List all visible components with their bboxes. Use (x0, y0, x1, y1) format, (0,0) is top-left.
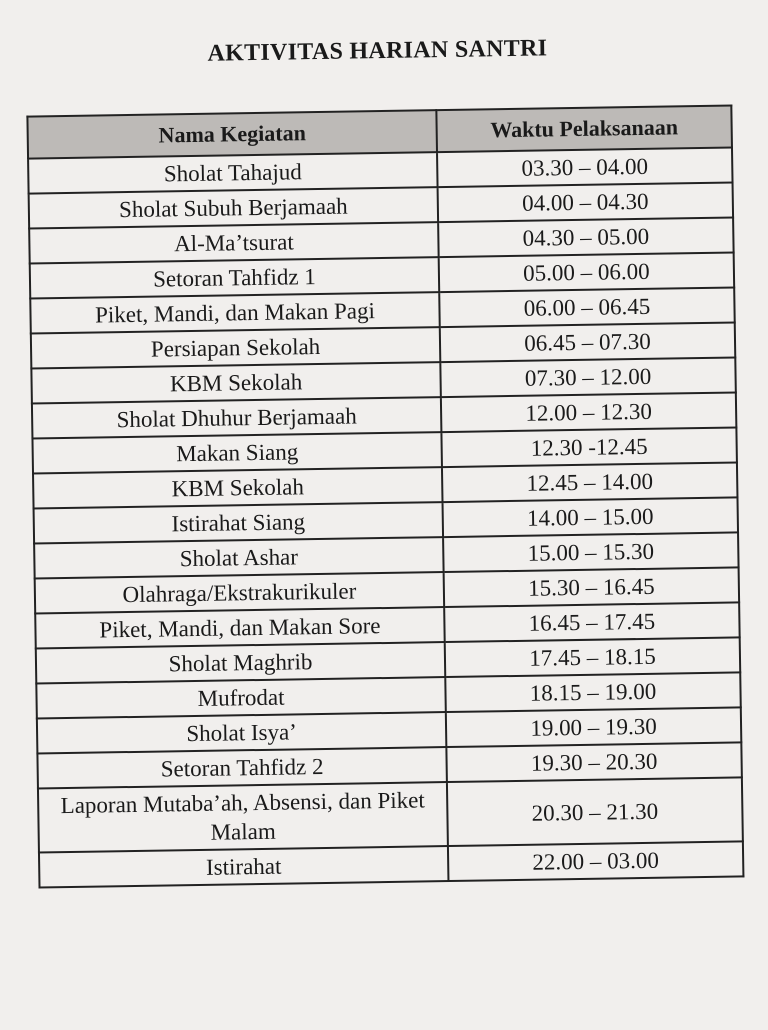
time-cell: 12.45 – 14.00 (442, 462, 738, 502)
activity-cell: Istirahat (39, 846, 448, 887)
time-cell: 19.30 – 20.30 (446, 742, 742, 782)
activity-cell: Setoran Tahfidz 1 (30, 257, 439, 298)
activity-cell: Mufrodat (36, 677, 445, 718)
activity-cell: Piket, Mandi, dan Makan Sore (35, 607, 444, 648)
time-cell: 20.30 – 21.30 (447, 777, 743, 846)
activity-cell: Laporan Mutaba’ah, Absensi, dan Piket Malam (38, 782, 448, 852)
time-cell: 12.30 -12.45 (441, 427, 737, 467)
time-cell: 18.15 – 19.00 (445, 672, 741, 712)
activity-cell: Makan Siang (32, 432, 441, 473)
time-cell: 05.00 – 06.00 (439, 252, 735, 292)
time-cell: 14.00 – 15.00 (443, 497, 739, 537)
time-cell: 12.00 – 12.30 (441, 392, 737, 432)
activity-cell: KBM Sekolah (33, 467, 442, 508)
activity-cell: Sholat Subuh Berjamaah (29, 187, 438, 228)
header-activity: Nama Kegiatan (27, 110, 437, 158)
activity-cell: Sholat Isya’ (37, 712, 446, 753)
time-cell: 15.00 – 15.30 (443, 532, 739, 572)
activity-cell: Al-Ma’tsurat (29, 222, 438, 263)
activity-cell: Sholat Ashar (34, 537, 443, 578)
schedule-table (26, 104, 744, 888)
activity-cell: KBM Sekolah (31, 362, 440, 403)
time-cell: 06.00 – 06.45 (439, 287, 735, 327)
time-cell: 22.00 – 03.00 (448, 841, 744, 881)
activity-cell: Istirahat Siang (34, 502, 443, 543)
activity-cell: Piket, Mandi, dan Makan Pagi (30, 292, 439, 333)
activity-cell: Olahraga/Ekstrakurikuler (35, 572, 444, 613)
time-cell: 06.45 – 07.30 (440, 322, 736, 362)
header-time: Waktu Pelaksanaan (436, 105, 732, 152)
time-cell: 04.30 – 05.00 (438, 217, 734, 257)
activity-cell: Sholat Maghrib (36, 642, 445, 683)
page-title: AKTIVITAS HARIAN SANTRI (207, 35, 548, 67)
activity-cell: Persiapan Sekolah (31, 327, 440, 368)
time-cell: 04.00 – 04.30 (438, 182, 734, 222)
activity-cell: Setoran Tahfidz 2 (37, 747, 446, 788)
time-cell: 17.45 – 18.15 (445, 637, 741, 677)
time-cell: 15.30 – 16.45 (444, 567, 740, 607)
time-cell: 07.30 – 12.00 (440, 357, 736, 397)
time-cell: 16.45 – 17.45 (444, 602, 740, 642)
activity-cell: Sholat Tahajud (28, 152, 437, 193)
activity-cell: Sholat Dhuhur Berjamaah (32, 397, 441, 438)
table-row (38, 777, 743, 852)
time-cell: 19.00 – 19.30 (446, 707, 742, 747)
time-cell: 03.30 – 04.00 (437, 147, 733, 187)
